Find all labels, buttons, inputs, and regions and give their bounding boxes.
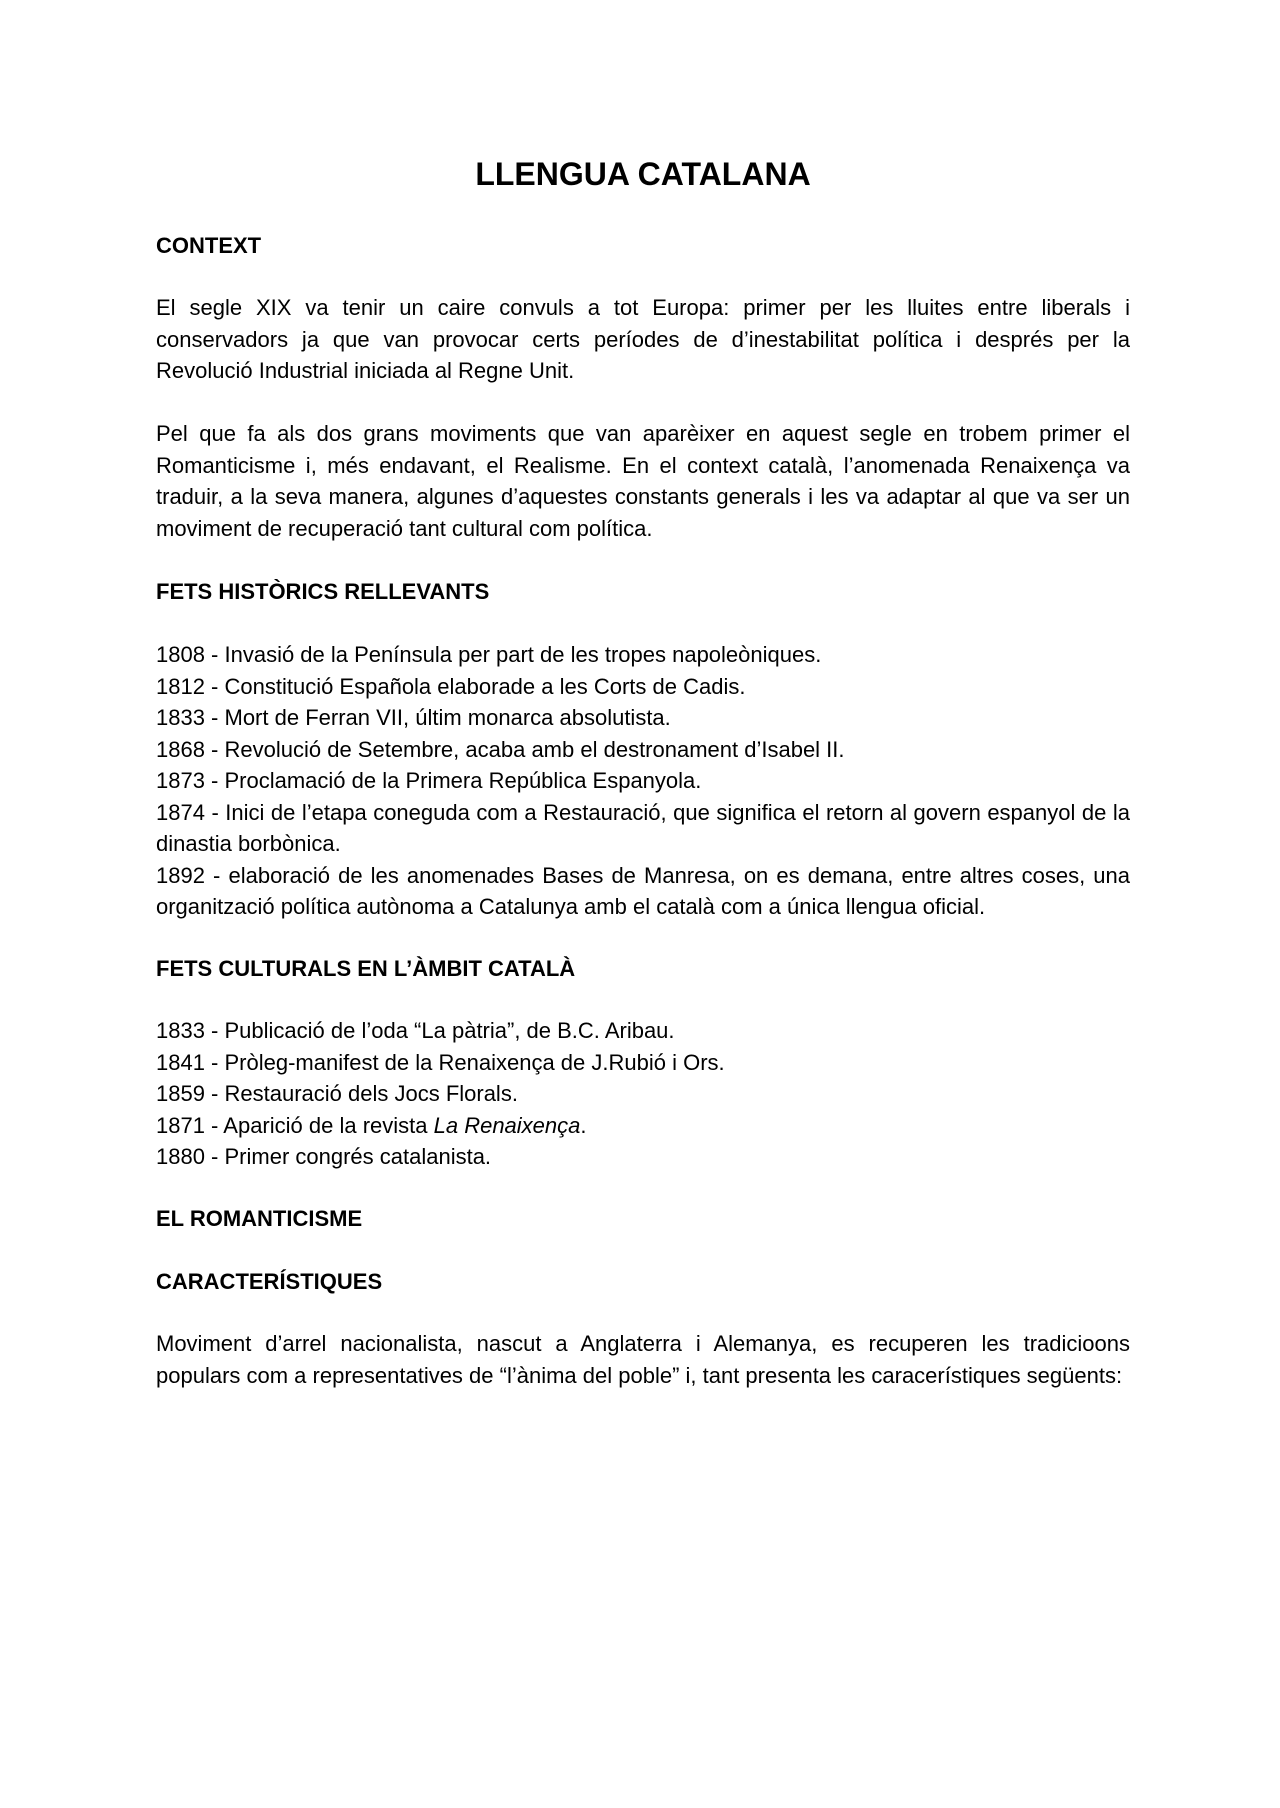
document-title: LLENGUA CATALANA xyxy=(475,156,811,192)
list-item: 1841 - Pròleg-manifest de la Renaixença de J.Rubió i Ors. xyxy=(156,1049,725,1075)
list-item: 1859 - Restauració dels Jocs Florals. xyxy=(156,1081,518,1106)
historic-events-list xyxy=(156,639,1130,923)
romanticism-paragraph: Moviment d’arrel nacionalista, nascut a Anglaterra i Alemanya, es recuperen les tradicioons populars com a representatives de “l’ànima del poble” i, tant presenta les caracerístiques següents: xyxy=(156,1331,1130,1388)
list-item: 1880 - Primer congrés catalanista. xyxy=(156,1144,492,1169)
magazine-title: La Renaixença xyxy=(433,1112,581,1138)
cultural-heading: FETS CULTURALS EN L’ÀMBIT CATALÀ xyxy=(156,956,576,981)
characteristics-heading: CARACTERÍSTIQUES xyxy=(156,1269,383,1294)
list-item: 1833 - Mort de Ferran VII, últim monarca absolutista. xyxy=(156,705,671,730)
list-item xyxy=(156,1110,1130,1142)
list-item: 1812 - Constitució Española elaborade a les Corts de Cadis. xyxy=(156,673,746,699)
list-item: 1873 - Proclamació de la Primera República Espanyola. xyxy=(156,768,702,793)
list-item-punctuation: . xyxy=(580,1112,587,1138)
historic-heading: FETS HISTÒRICS RELLEVANTS xyxy=(156,579,490,604)
context-paragraph-1: El segle XIX va tenir un caire convuls a tot Europa: primer per les lluites entre liberals i conservadors ja que van provocar certs períodes de d’inestabilitat política i després per la Revolució Industrial iniciada al Regne Unit. xyxy=(156,295,1130,383)
context-heading: CONTEXT xyxy=(156,233,262,258)
list-item-text: 1871 - Aparició de la revista xyxy=(156,1112,434,1138)
context-paragraph-2: Pel que fa als dos grans moviments que van aparèixer en aquest segle en trobem primer el Romanticisme i, més endavant, el Realisme. En el context català, l’anomenada Renaixença va traduir, a la seva manera, algunes d’aquestes constants generals i les va adaptar al que va ser un moviment de recuperació tant cultural com política. xyxy=(156,421,1130,541)
list-item: 1892 - elaboració de les anomenades Bases de Manresa, on es demana, entre altres coses, una organització política autònoma a Catalunya amb el català com a única llengua oficial. xyxy=(156,862,1130,919)
list-item: 1833 - Publicació de l’oda “La pàtria”, de B.C. Aribau. xyxy=(156,1018,675,1043)
cultural-events-list xyxy=(156,1015,1130,1173)
romanticism-heading: EL ROMANTICISME xyxy=(156,1206,363,1231)
list-item: 1874 - Inici de l’etapa coneguda com a Restauració, que significa el retorn al govern espanyol de la dinastia borbònica. xyxy=(156,799,1130,856)
list-item: 1868 - Revolució de Setembre, acaba amb el destronament d’Isabel II. xyxy=(156,736,845,762)
list-item: 1808 - Invasió de la Península per part de les tropes napoleòniques. xyxy=(156,642,822,667)
